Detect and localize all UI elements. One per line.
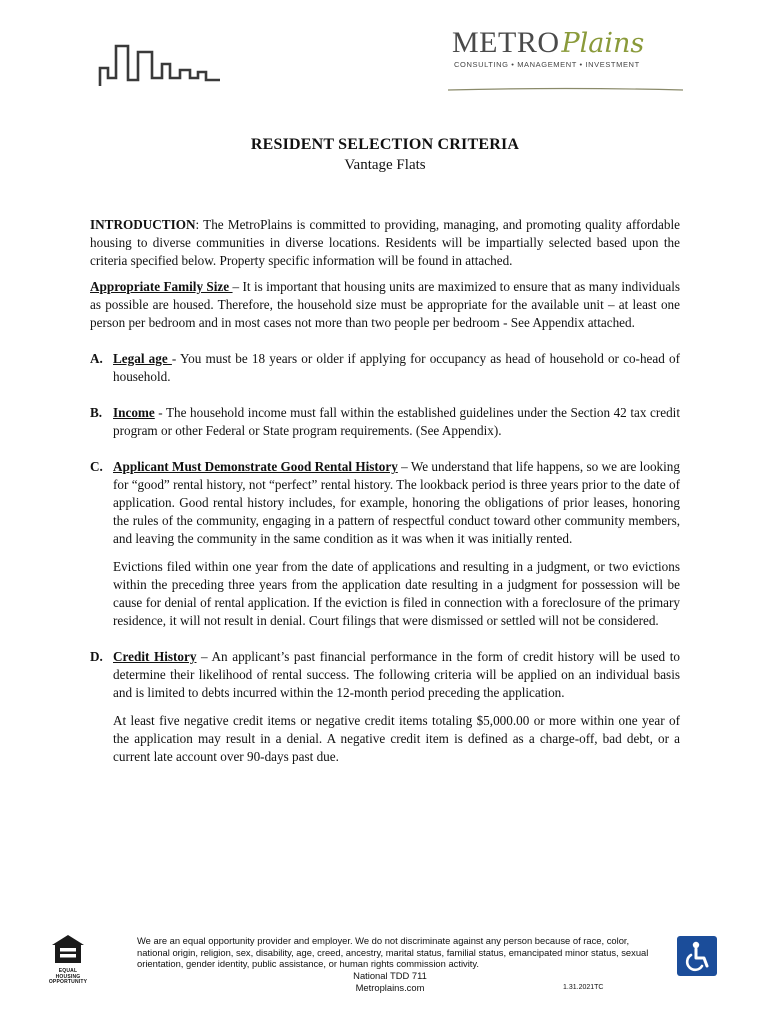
criteria-item-credit-history (90, 648, 680, 766)
document-title: RESIDENT SELECTION CRITERIA (250, 136, 520, 153)
item-paragraph (113, 648, 680, 702)
family-size-text: – It is important that housing units are maximized to ensure that as many individuals as possible are housed. Therefore, the household size must be appropriate for the available unit – at least one person per bedroom and in most cases not more than two people per bedroom - See Appendix attached. (90, 279, 680, 330)
page-footer (0, 930, 770, 1024)
item-heading: Credit History (113, 649, 197, 664)
logo-swoosh-rule (448, 87, 683, 93)
document-subtitle: Vantage Flats (344, 157, 426, 173)
item-letter: A. (90, 351, 103, 366)
wheelchair-accessibility-icon (677, 936, 717, 976)
website-link[interactable]: Metroplains.com (355, 982, 425, 993)
item-paragraph (113, 458, 680, 548)
equal-housing-logo (46, 934, 90, 986)
document-code: 1.31.2021TC (563, 984, 604, 991)
document-body (90, 216, 680, 766)
item-text: – We understand that life happens, so we are looking for “good” rental history, not “perfect” rental history. The lookback period is three years prior to the date of application. Good rental history includes, for example, honoring the obligations of prior leases, honoring the rules of the community, engaging in a pattern of respectful conduct toward other community members, and leaving the community in the same condition as it was when it was initially rented. (113, 459, 680, 546)
equal-housing-house-icon (51, 934, 85, 964)
introduction-heading: INTRODUCTION (90, 217, 196, 232)
logo-plains-text: Plains (561, 28, 645, 59)
equal-opportunity-statement: We are an equal opportunity provider and employer. We do not discriminate against any person because of race, color, national origin, religion, sex, disability, age, creed, ancestry, marital status, familial status, emancipated minor status, sexual orientation, gender identity, public assistance, or human rights commission activity. (137, 935, 649, 969)
equal-housing-label: EQUAL HOUSING OPPORTUNITY (48, 968, 88, 985)
criteria-item-rental-history (90, 458, 680, 630)
item-paragraph: Evictions filed within one year from the date of applications and resulting in a judgment, or two evictions within the preceding three years from the application date resulting in a judgment for possession will be cause for denial of rental application. If the eviction is filed in connection with a foreclosure of the primary residence, it will not result in denial. Court filings that were dismissed or settled will not be considered. (113, 559, 680, 628)
item-text: – An applicant’s past financial performance in the form of credit history will be used to determine their likelihood of rental success. The following criteria will be applied on an individual basis and is limited to debts incurred within the 12-month period preceding the application. (113, 649, 680, 700)
item-text: - You must be 18 years or older if applying for occupancy as head of household or co-head of household. (113, 351, 680, 384)
tdd-number: National TDD 711 (353, 970, 427, 981)
item-paragraph (113, 350, 680, 386)
item-paragraph (113, 404, 680, 440)
logo-metro-text: METRO (452, 26, 560, 59)
introduction-paragraph (90, 216, 680, 270)
introduction-text: : The MetroPlains is committed to providing, managing, and promoting quality affordable housing to diverse communities in diverse locations. Residents will be impartially selected based upon the criteria specified below. Property specific information will be found in attached. (90, 217, 680, 268)
logo-tagline: CONSULTING • MANAGEMENT • INVESTMENT (454, 60, 640, 69)
family-size-paragraph (90, 278, 680, 332)
item-letter: B. (90, 405, 103, 420)
letterhead (0, 0, 770, 100)
item-heading: Applicant Must Demonstrate Good Rental History (113, 459, 398, 474)
skyline-logo-icon (98, 40, 228, 90)
item-paragraph: At least five negative credit items or negative credit items totaling $5,000.00 or more within one year of the application may result in a denial. A negative credit item is defined as a charge-off, bad debt, or a current late account over 90-days past due. (113, 713, 680, 764)
item-letter: C. (90, 459, 103, 474)
item-letter: D. (90, 649, 103, 664)
criteria-item-income (90, 404, 680, 440)
item-heading: Legal age (113, 351, 172, 366)
item-text: - The household income must fall within the established guidelines under the Section 42 tax credit program or other Federal or State program requirements. (See Appendix). (113, 405, 680, 438)
criteria-item-legal-age (90, 350, 680, 386)
item-heading: Income (113, 405, 155, 420)
metroplains-logo (452, 26, 682, 69)
family-size-heading: Appropriate Family Size (90, 279, 233, 294)
